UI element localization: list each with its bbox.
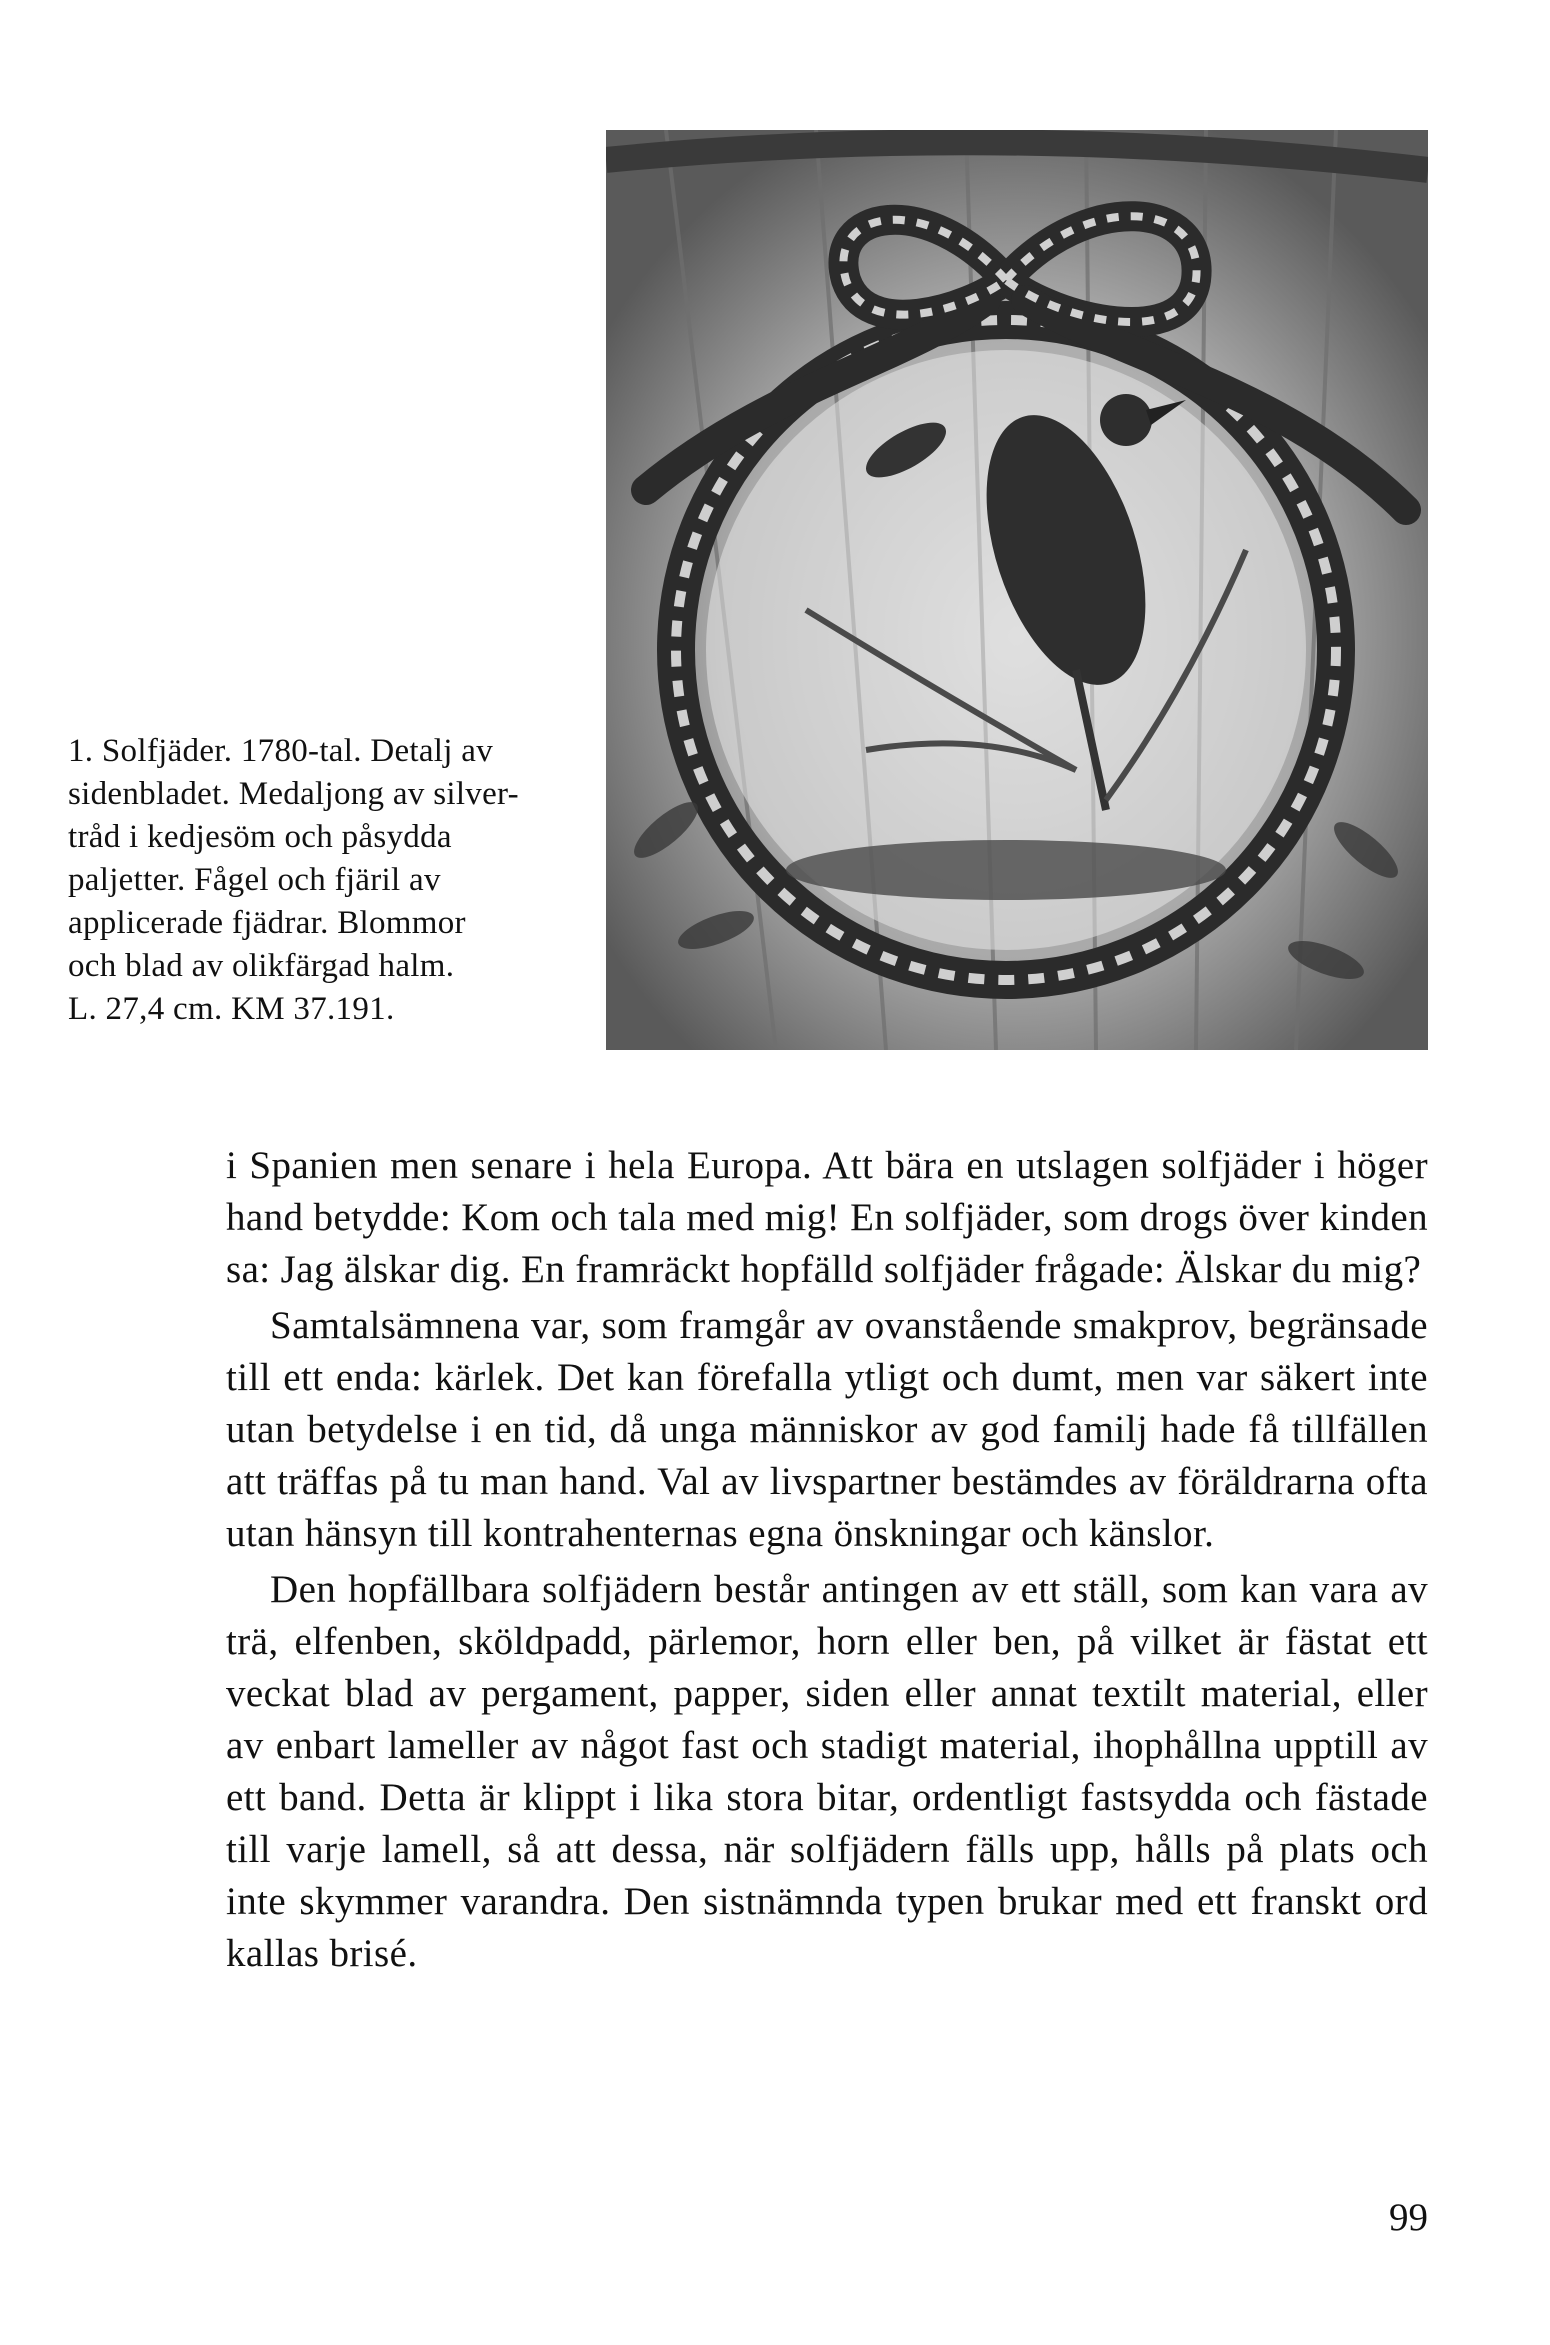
caption-line: 1. Solfjäder. 1780-tal. Detalj av — [68, 733, 494, 769]
paragraph: i Spanien men senare i hela Europa. Att bära en utslagen solfjäder i höger hand betydde: Kom och tala med mig! En solfjäder, som drogs över kinden sa: Jag älskar dig. En framräckt hopfälld solfjäder frågade: Älskar du mig? — [226, 1144, 1428, 1291]
caption-line: paljetter. Fågel och fjäril av — [68, 862, 441, 898]
paragraph: Den hopfällbara solfjädern består antingen av ett ställ, som kan vara av trä, elfenben, sköldpadd, pärlemor, horn eller ben, på vilket är fästat ett veckat blad av pergament, papper, siden eller annat textilt material, eller av enbart lameller av något fast och stadigt material, ihophållna upptill av ett band. Detta är klippt i lika stora bitar, ordentligt fastsydda och fästade till varje lamell, så att dessa, när solfjädern fälls upp, hålls på plats och inte skymmer varandra. Den sistnämnda typen brukar med ett franskt ord kallas brisé. — [226, 1568, 1428, 1975]
body-text — [226, 1140, 1428, 1980]
caption-line: applicerade fjädrar. Blommor — [68, 905, 466, 941]
caption-line: tråd i kedjesöm och påsydda — [68, 819, 452, 855]
page-number: 99 — [1389, 2196, 1428, 2239]
caption-line: sidenbladet. Medaljong av silver- — [68, 776, 519, 812]
fan-detail-photo — [606, 130, 1428, 1050]
fan-detail-illustration — [606, 130, 1428, 1050]
caption-line: L. 27,4 cm. KM 37.191. — [68, 991, 395, 1027]
figure-caption — [68, 730, 558, 1031]
caption-line: och blad av olikfärgad halm. — [68, 948, 455, 984]
paragraph: Samtalsämnena var, som framgår av ovanstående smakprov, begränsade till ett enda: kärlek. Det kan förefalla ytligt och dumt, men var säkert inte utan betydelse i en tid, då unga människor av god familj hade få tillfällen att träffas på tu man hand. Val av livspartner bestämdes av föräldrarna ofta utan hänsyn till kontrahenternas egna önskningar och känslor. — [226, 1304, 1428, 1555]
